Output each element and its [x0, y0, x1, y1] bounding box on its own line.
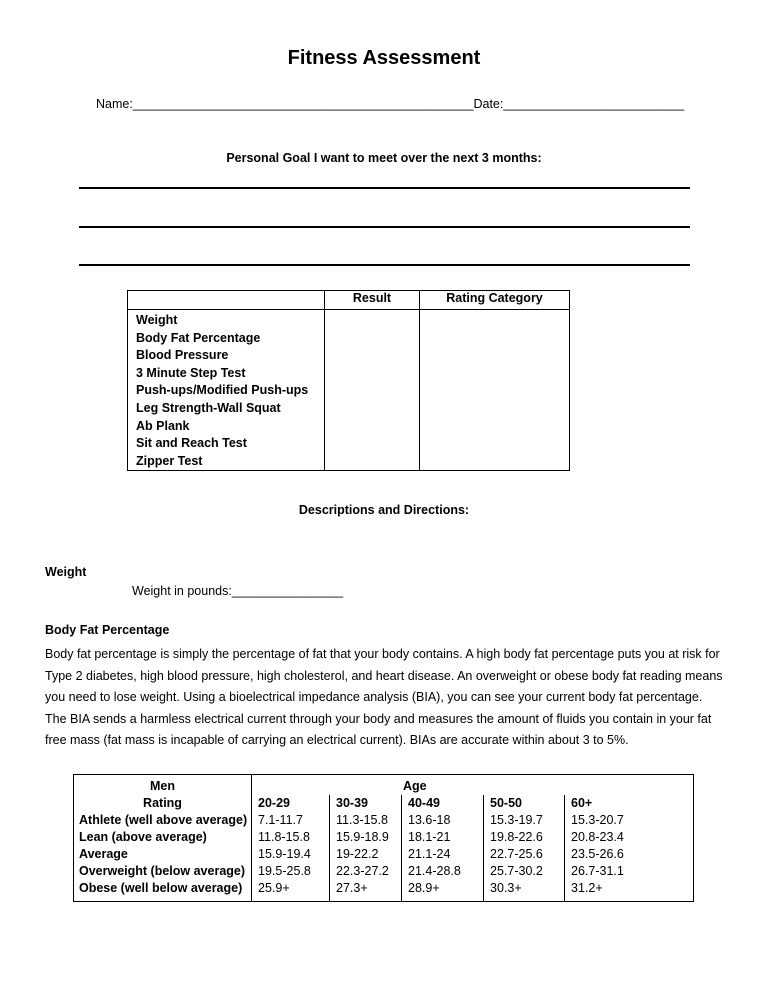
bf-rating-header: Rating	[143, 796, 182, 810]
bf-cell: 15.9-19.4	[258, 847, 311, 861]
weight-line[interactable]: Weight in pounds:________________	[132, 584, 344, 598]
bf-rating-column	[74, 775, 252, 902]
bf-cell: 21.1-24	[408, 847, 451, 861]
goal-line-1[interactable]	[79, 187, 690, 189]
bf-age-60-plus: 60+	[571, 796, 593, 810]
goal-line-2[interactable]	[79, 226, 690, 228]
results-test-list	[128, 310, 325, 471]
body-fat-heading: Body Fat Percentage	[45, 623, 170, 637]
bf-cell: 23.5-26.6	[571, 847, 624, 861]
results-row-sit-reach: Sit and Reach Test	[136, 436, 247, 451]
results-row-blood-pressure: Blood Pressure	[136, 348, 229, 363]
bf-rating-overweight: Overweight (below average)	[79, 864, 246, 878]
results-header-blank	[128, 291, 325, 310]
bf-cell: 27.3+	[336, 881, 368, 895]
body-fat-paragraph: Body fat percentage is simply the percentage of fat that your body contains. A high body fat percentage puts you at risk for Type 2 diabetes, high blood pressure, high cholesterol, and heart disease. An overweight or obese body fat reading means you need to lose weight. Using a bioelectrical impedance analysis (BIA), you can see your current body fat percentage. The BIA sends a harmless electrical current through your body and measures the amount of fluids you contain in your fat free mass (fat mass is incapable of carrying an electrical current). BIAs are accurate within about 3 to 5%.	[45, 647, 723, 747]
bf-cell: 28.9+	[408, 881, 440, 895]
goal-heading: Personal Goal I want to meet over the next 3 months:	[226, 151, 542, 165]
bf-cell: 11.3-15.8	[336, 813, 388, 827]
bf-rating-obese: Obese (well below average)	[79, 881, 243, 895]
bf-cell: 19-22.2	[336, 847, 379, 861]
bf-age-30-39: 30-39	[336, 796, 368, 810]
weight-heading: Weight	[45, 565, 87, 579]
results-table	[127, 290, 570, 471]
bf-cell: 19.8-22.6	[490, 830, 543, 844]
bf-col-60-plus	[565, 795, 643, 901]
bf-cell: 30.3+	[490, 881, 522, 895]
results-row-push-ups: Push-ups/Modified Push-ups	[136, 383, 309, 398]
results-header-result: Result	[325, 291, 420, 310]
results-row-step-test: 3 Minute Step Test	[136, 365, 246, 380]
results-rating-cell[interactable]	[420, 310, 570, 471]
bf-age-header: Age	[403, 779, 427, 793]
bf-cell: 7.1-11.7	[258, 813, 303, 827]
bf-cell: 11.8-15.8	[258, 830, 310, 844]
bf-cell: 25.9+	[258, 881, 290, 895]
bf-col-20-29	[252, 795, 330, 901]
page-title: Fitness Assessment	[287, 47, 481, 69]
bf-cell: 19.5-25.8	[258, 864, 311, 878]
body-fat-table	[73, 774, 694, 902]
results-row-body-fat: Body Fat Percentage	[136, 330, 261, 345]
bf-cell: 15.3-19.7	[490, 813, 543, 827]
results-row-zipper: Zipper Test	[136, 453, 203, 468]
bf-rating-lean: Lean (above average)	[79, 830, 207, 844]
results-header-rating: Rating Category	[420, 291, 570, 310]
bf-age-20-29: 20-29	[258, 796, 290, 810]
results-row-wall-squat: Leg Strength-Wall Squat	[136, 400, 281, 415]
descriptions-heading: Descriptions and Directions:	[298, 503, 470, 517]
bf-age-block	[252, 775, 694, 902]
bf-group-label: Men	[150, 779, 175, 793]
bf-age-40-49: 40-49	[408, 796, 440, 810]
bf-cell: 21.4-28.8	[408, 864, 461, 878]
bf-age-50-50: 50-50	[490, 796, 522, 810]
bf-cell: 26.7-31.1	[571, 864, 624, 878]
bf-rating-average: Average	[79, 847, 128, 861]
results-row-weight: Weight	[136, 313, 178, 327]
results-result-cell[interactable]	[325, 310, 420, 471]
bf-cell: 15.3-20.7	[571, 813, 624, 827]
bf-cell: 22.7-25.6	[490, 847, 543, 861]
bf-cell: 31.2+	[571, 881, 603, 895]
bf-cell: 20.8-23.4	[571, 830, 624, 844]
bf-col-30-39	[330, 795, 402, 901]
bf-col-40-49	[402, 795, 484, 901]
bf-cell: 15.9-18.9	[336, 830, 389, 844]
goal-line-3[interactable]	[79, 264, 690, 266]
bf-cell: 18.1-21	[408, 830, 451, 844]
bf-cell: 25.7-30.2	[490, 864, 543, 878]
name-date-line[interactable]: Name:_________________________________________________Date:__________________________	[96, 97, 685, 111]
bf-cell: 13.6-18	[408, 813, 451, 827]
results-row-ab-plank: Ab Plank	[136, 418, 190, 433]
bf-col-50-50	[484, 795, 565, 901]
bf-cell: 22.3-27.2	[336, 864, 389, 878]
bf-rating-athlete: Athlete (well above average)	[79, 813, 248, 827]
